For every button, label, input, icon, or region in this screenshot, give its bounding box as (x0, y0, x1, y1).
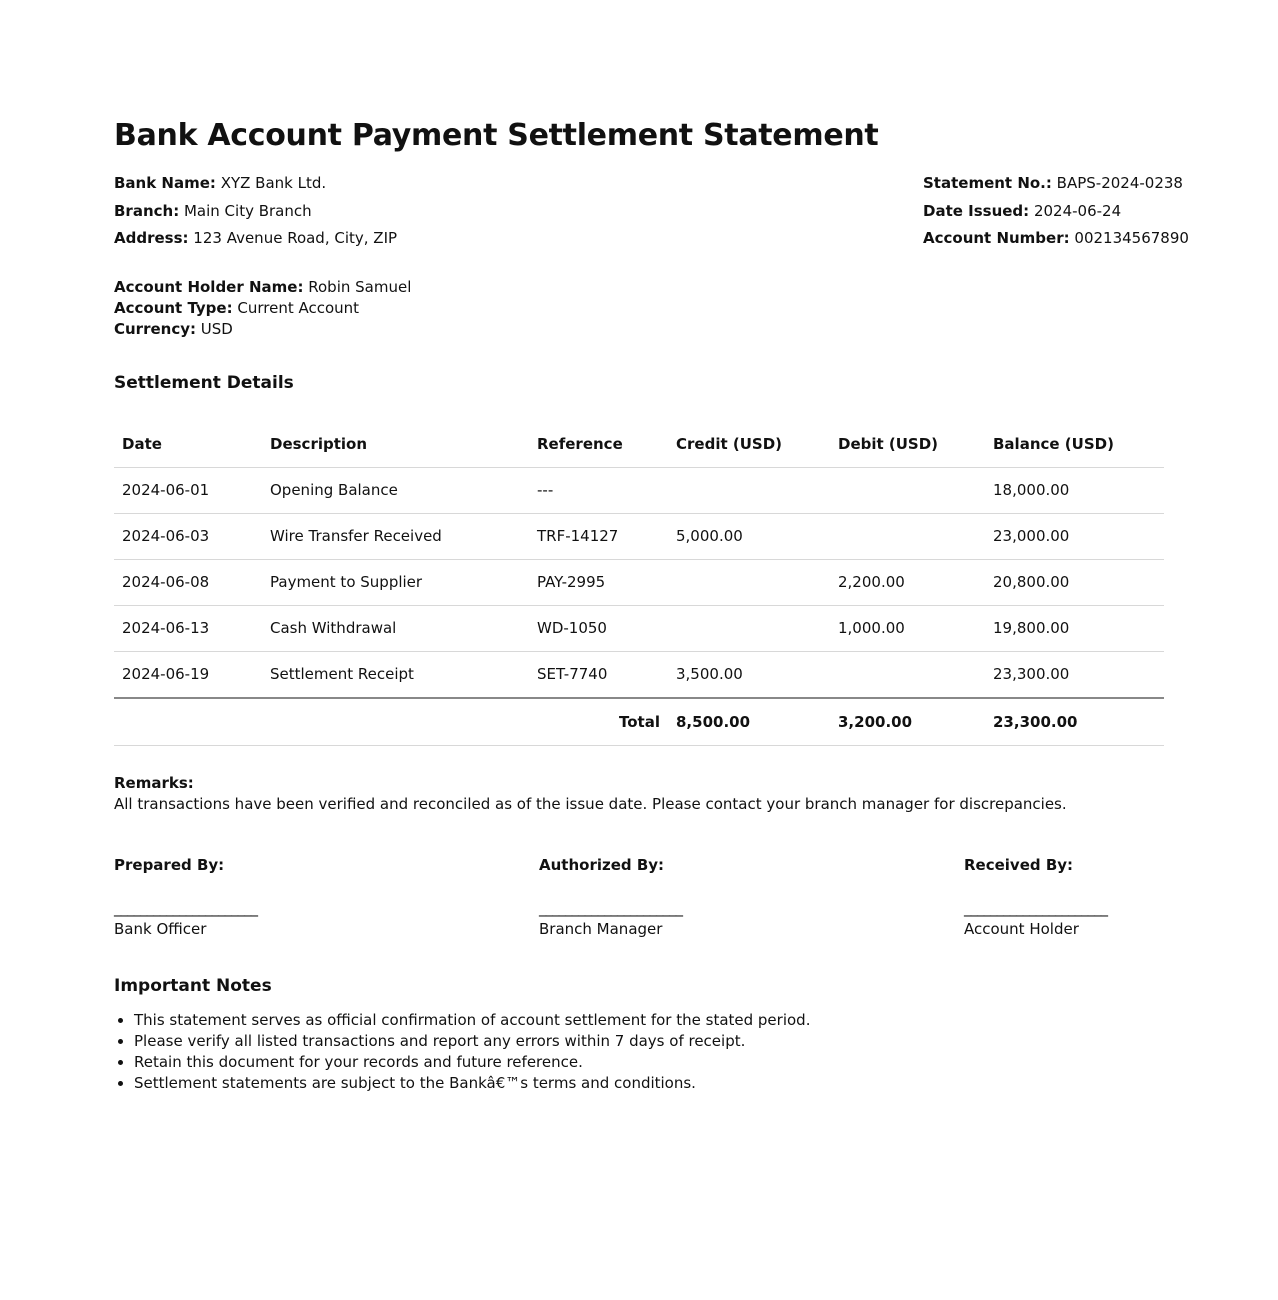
total-credit: 8,500.00 (668, 698, 830, 746)
account-type-value: Current Account (237, 298, 360, 317)
cell-debit (830, 651, 985, 698)
holder-name-label: Account Holder Name: (114, 277, 304, 296)
list-item: • This statement serves as official confirmation of account settlement for the stated period. (134, 1010, 1164, 1031)
cell-description: Cash Withdrawal (262, 605, 529, 651)
remarks-section (114, 773, 1164, 815)
account-number-label: Account Number: (923, 229, 1070, 247)
statement-no-field (923, 170, 1183, 198)
list-item: • Retain this document for your records and future reference. (134, 1052, 1164, 1073)
cell-date: 2024-06-19 (114, 651, 262, 698)
cell-reference: PAY-2995 (529, 559, 668, 605)
cell-description: Settlement Receipt (262, 651, 529, 698)
cell-credit (668, 467, 830, 513)
cell-date: 2024-06-01 (114, 467, 262, 513)
total-balance: 23,300.00 (985, 698, 1164, 746)
branch-value: Main City Branch (183, 201, 312, 220)
signature-role: Account Holder (964, 919, 1079, 938)
holder-name-field (114, 277, 1164, 298)
bank-name-field (114, 170, 397, 198)
column-header-reference: Reference (529, 422, 668, 468)
cell-debit (830, 467, 985, 513)
date-issued-field (923, 198, 1164, 226)
cell-balance: 18,000.00 (985, 467, 1164, 513)
cell-balance: 19,800.00 (985, 605, 1164, 651)
column-header-debit: Debit (USD) (830, 422, 985, 468)
statement-page (114, 0, 1189, 1094)
signature-line: ______________________ (114, 898, 257, 917)
account-number-value: 002134567890 (1074, 229, 1189, 247)
cell-reference: --- (529, 467, 668, 513)
account-type-label: Account Type: (114, 298, 233, 317)
cell-balance: 23,000.00 (985, 513, 1164, 559)
cell-description: Wire Transfer Received (262, 513, 529, 559)
notes-heading: Important Notes (114, 975, 272, 996)
cell-date: 2024-06-03 (114, 513, 262, 559)
currency-value: USD (200, 319, 233, 338)
branch-field (114, 198, 397, 226)
signatures-section (114, 855, 1164, 940)
cell-date: 2024-06-13 (114, 605, 262, 651)
cell-balance: 23,300.00 (985, 651, 1164, 698)
statement-info (923, 170, 1189, 253)
branch-label: Branch: (114, 201, 180, 220)
cell-debit (830, 513, 985, 559)
bank-name-label: Bank Name: (114, 174, 216, 192)
cell-credit: 5,000.00 (668, 513, 830, 559)
signature-role: Branch Manager (539, 919, 663, 938)
address-value: 123 Avenue Road, City, ZIP (193, 229, 398, 247)
address-field (114, 225, 397, 253)
account-holder-info (114, 277, 1164, 340)
cell-credit (668, 605, 830, 651)
bank-name-value: XYZ Bank Ltd. (220, 174, 327, 192)
signature-role: Bank Officer (114, 919, 207, 938)
cell-debit: 1,000.00 (830, 605, 985, 651)
bank-info (114, 170, 397, 253)
column-header-description: Description (262, 422, 529, 468)
table-row (114, 513, 1164, 559)
account-type-field (114, 298, 1164, 319)
cell-reference: SET-7740 (529, 651, 668, 698)
statement-no-label: Statement No.: (923, 174, 1052, 192)
cell-description: Opening Balance (262, 467, 529, 513)
signature-received-by (964, 855, 1164, 940)
table-row (114, 651, 1164, 698)
statement-no-value: BAPS-2024-0238 (1056, 174, 1183, 192)
cell-balance: 20,800.00 (985, 559, 1164, 605)
table-header-row (114, 422, 1164, 468)
signature-label: Prepared By: (114, 855, 225, 874)
cell-description: Payment to Supplier (262, 559, 529, 605)
account-number-field (923, 225, 1189, 253)
signature-line: ______________________ (539, 898, 682, 917)
settlement-table (114, 422, 1164, 746)
column-header-date: Date (114, 422, 262, 468)
holder-name-value: Robin Samuel (308, 277, 412, 296)
total-label: Total (114, 698, 668, 746)
currency-label: Currency: (114, 319, 197, 338)
signature-line: ______________________ (964, 898, 1107, 917)
signature-prepared-by (114, 855, 539, 940)
signature-label: Received By: (964, 855, 1074, 874)
column-header-balance: Balance (USD) (985, 422, 1164, 468)
cell-debit: 2,200.00 (830, 559, 985, 605)
date-issued-label: Date Issued: (923, 201, 1030, 220)
table-row (114, 467, 1164, 513)
remarks-text: All transactions have been verified and reconciled as of the issue date. Please contact your branch manager for discrepancies. (114, 794, 1067, 813)
total-debit: 3,200.00 (830, 698, 985, 746)
cell-reference: WD-1050 (529, 605, 668, 651)
currency-field (114, 319, 1164, 340)
cell-reference: TRF-14127 (529, 513, 668, 559)
settlement-heading: Settlement Details (114, 372, 294, 393)
header-info (114, 170, 1189, 253)
total-row (114, 698, 1164, 746)
cell-credit: 3,500.00 (668, 651, 830, 698)
cell-credit (668, 559, 830, 605)
signature-label: Authorized By: (539, 855, 665, 874)
table-row (114, 605, 1164, 651)
list-item: • Please verify all listed transactions and report any errors within 7 days of receipt. (134, 1031, 1164, 1052)
remarks-label: Remarks: (114, 773, 194, 792)
list-item: • Settlement statements are subject to the Bankâ€™s terms and conditions. (134, 1073, 1164, 1094)
column-header-credit: Credit (USD) (668, 422, 830, 468)
table-row (114, 559, 1164, 605)
page-title: Bank Account Payment Settlement Statement (114, 118, 879, 153)
cell-date: 2024-06-08 (114, 559, 262, 605)
address-label: Address: (114, 229, 189, 247)
notes-list (114, 1010, 1164, 1094)
date-issued-value: 2024-06-24 (1033, 201, 1122, 220)
signature-authorized-by (539, 855, 964, 940)
